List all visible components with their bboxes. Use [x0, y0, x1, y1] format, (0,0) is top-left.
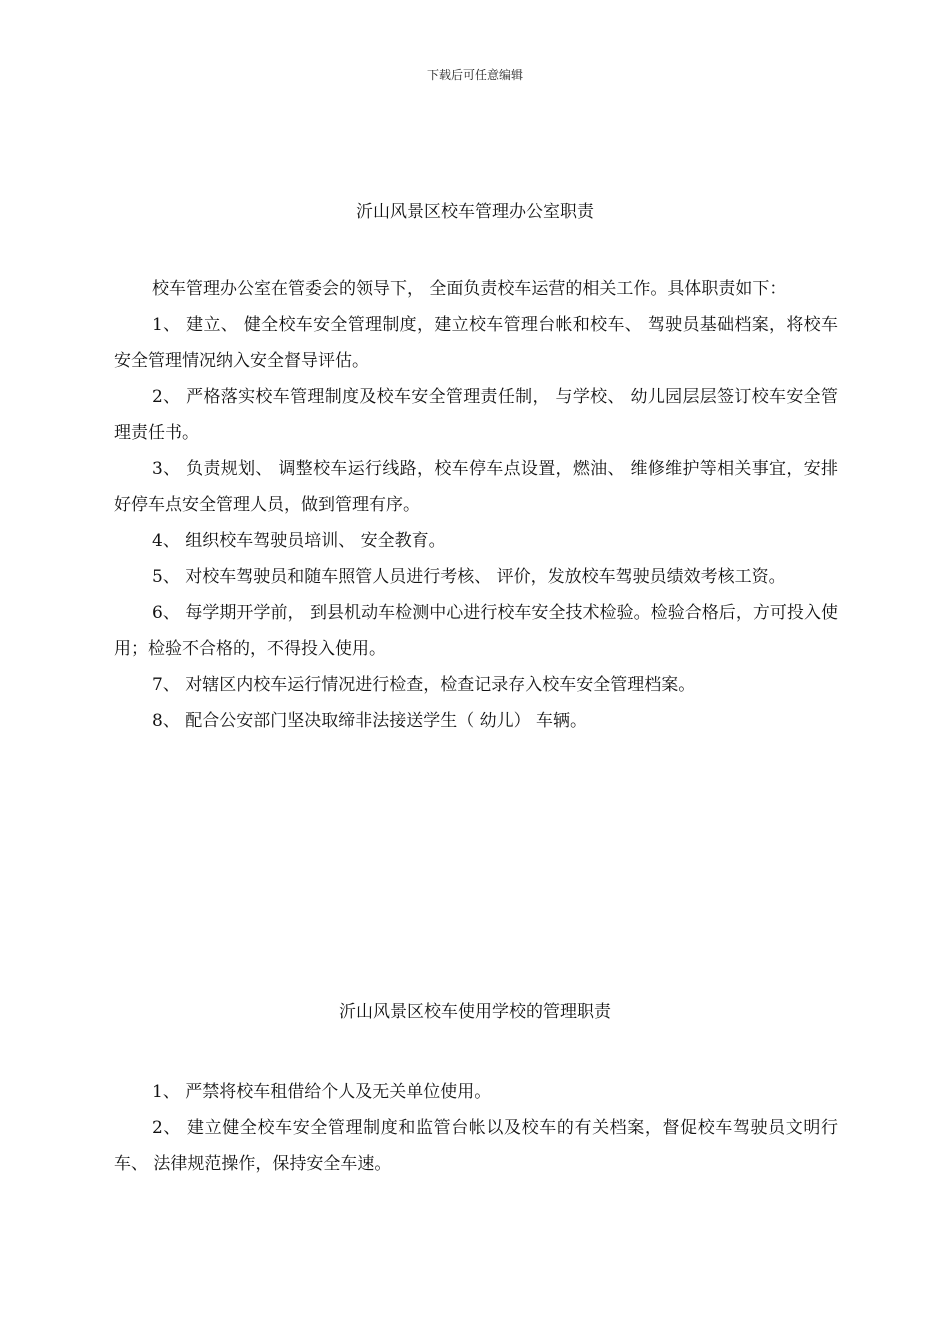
paragraph-item-1: 1、 建立、 健全校车安全管理制度，建立校车管理台帐和校车、 驾驶员基础档案，将校车安全管理情况纳入安全督导评估。	[114, 315, 838, 371]
paragraph-intro: 校车管理办公室在管委会的领导下， 全面负责校车运营的相关工作。具体职责如下：	[152, 279, 787, 299]
paragraph-item-6: 6、 每学期开学前， 到县机动车检测中心进行校车安全技术检验。检验合格后，方可投入使用；检验不合格的，不得投入使用。	[114, 603, 838, 659]
paragraph-school-item-2: 2、 建立健全校车安全管理制度和监管台帐以及校车的有关档案，督促校车驾驶员文明行车、 法律规范操作，保持安全车速。	[114, 1118, 838, 1174]
header-note: 下载后可任意编辑	[426, 68, 523, 82]
paragraph-item-4: 4、 组织校车驾驶员培训、 安全教育。	[152, 531, 446, 551]
paragraph-item-2: 2、 严格落实校车管理制度及校车安全管理责任制， 与学校、 幼儿园层层签订校车安全管理责任书。	[114, 387, 838, 443]
paragraph-item-7: 7、 对辖区内校车运行情况进行检查，检查记录存入校车安全管理档案。	[152, 675, 696, 695]
paragraph-item-3: 3、 负责规划、 调整校车运行线路，校车停车点设置，燃油、 维修维护等相关事宜，安排好停车点安全管理人员，做到管理有序。	[114, 459, 838, 515]
section-body-office	[114, 271, 838, 739]
paragraph-item-8: 8、 配合公安部门坚决取缔非法接送学生（ 幼儿） 车辆。	[152, 711, 588, 731]
section-title-school: 沂山风景区校车使用学校的管理职责	[339, 1002, 611, 1022]
paragraph-school-item-1: 1、 严禁将校车租借给个人及无关单位使用。	[152, 1082, 492, 1102]
section-title-office: 沂山风景区校车管理办公室职责	[356, 202, 594, 222]
section-body-school	[114, 1074, 838, 1182]
paragraph-item-5: 5、 对校车驾驶员和随车照管人员进行考核、 评价，发放校车驾驶员绩效考核工资。	[152, 567, 786, 587]
